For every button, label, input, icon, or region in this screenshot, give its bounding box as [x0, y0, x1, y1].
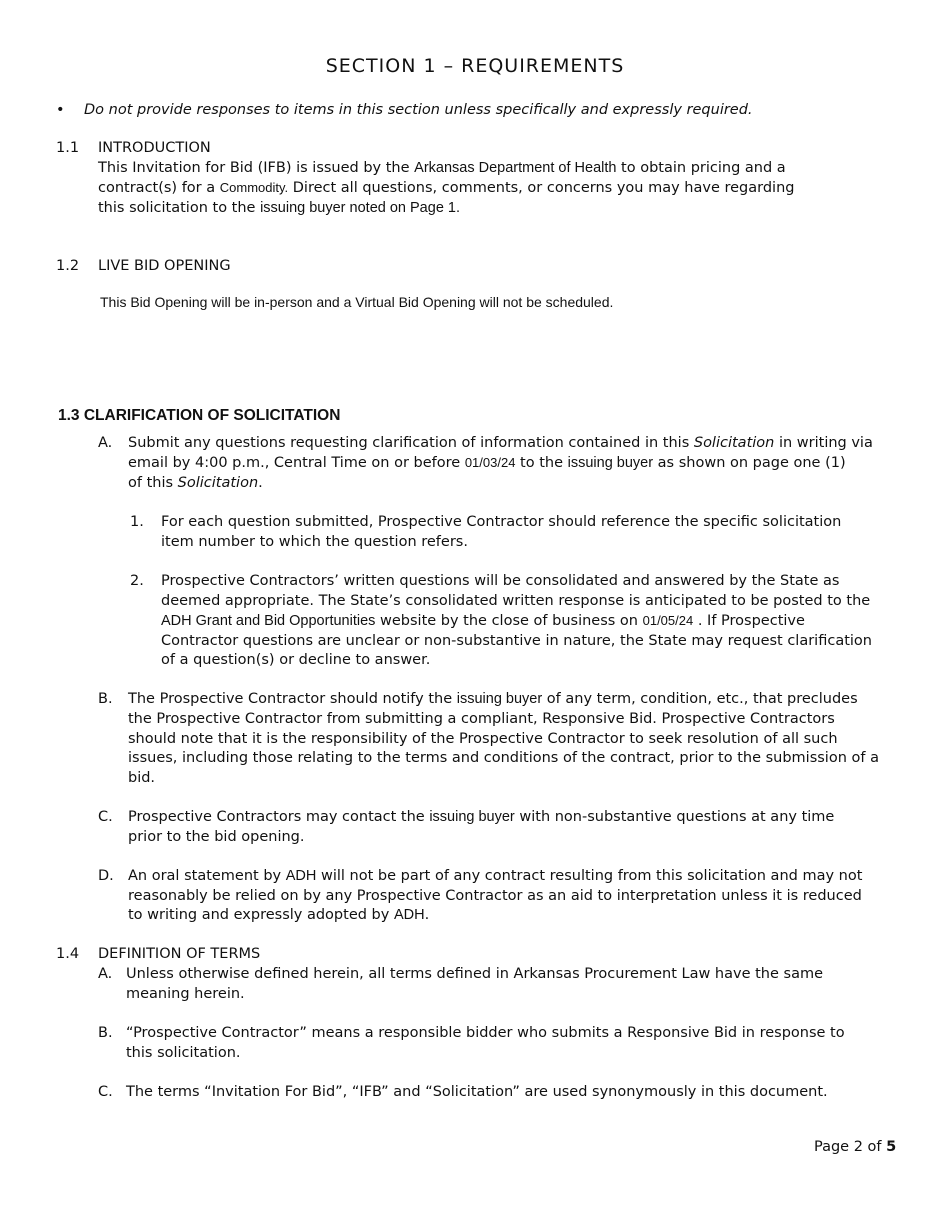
- item-a-line-2: [128, 453, 846, 473]
- item-2-line-3: [161, 611, 805, 631]
- def-b-letter: B.: [98, 1025, 113, 1041]
- item-a-letter: A.: [98, 435, 113, 451]
- def-b-line-1: “Prospective Contractor” means a responsible bidder who submits a Responsive Bid in response to: [126, 1025, 845, 1041]
- bid-opening-text: This Bid Opening will be in-person and a Virtual Bid Opening will not be scheduled.: [100, 294, 614, 310]
- section-1-1-heading: INTRODUCTION: [98, 140, 211, 156]
- def-c-line-1: The terms “Invitation For Bid”, “IFB” and “Solicitation” are used synonymously in this document.: [126, 1084, 828, 1100]
- def-c-letter: C.: [98, 1084, 113, 1100]
- item-text: Submit any questions requesting clarification of information contained in this: [128, 435, 694, 451]
- section-1-2-heading: LIVE BID OPENING: [98, 258, 231, 274]
- item-d-line-3: [128, 905, 429, 925]
- item-b-line-5: bid.: [128, 770, 156, 786]
- item-1-line-1: For each question submitted, Prospective Contractor should reference the specific solicitation: [161, 514, 842, 530]
- bullet-icon: •: [56, 102, 65, 118]
- item-a-line-3: [128, 473, 263, 493]
- item-1-number: 1.: [130, 514, 144, 530]
- agency-abbreviation: ADH: [393, 907, 425, 923]
- def-a-letter: A.: [98, 966, 113, 982]
- item-text: to writing and expressly adopted by: [128, 907, 394, 923]
- item-b-line-2: the Prospective Contractor from submitting a compliant, Responsive Bid. Prospective Contractors: [128, 711, 835, 727]
- adh-grant-opportunities-link: ADH Grant and Bid Opportunities: [161, 613, 376, 629]
- item-text: An oral statement by: [128, 868, 286, 884]
- intro-text: this solicitation to the: [98, 200, 261, 216]
- item-c-line-2: prior to the bid opening.: [128, 829, 305, 845]
- section-title: SECTION 1 – REQUIREMENTS: [325, 55, 625, 77]
- issuing-buyer-text: issuing buyer: [567, 455, 654, 471]
- item-d-line-2: reasonably be relied on by any Prospective Contractor as an aid to interpretation unless it is reduced: [128, 888, 862, 904]
- item-d-letter: D.: [98, 868, 114, 884]
- item-text: of this: [128, 475, 178, 491]
- section-1-2-number: 1.2: [56, 258, 80, 274]
- section-1-4-heading: DEFINITION OF TERMS: [98, 946, 261, 962]
- item-text: of any term, condition, etc., that precludes: [542, 691, 858, 707]
- item-2-line-2: deemed appropriate. The State’s consolidated written response is anticipated to be posted to the: [161, 593, 871, 609]
- item-2-number: 2.: [130, 573, 144, 589]
- issuing-buyer-text: issuing buyer: [456, 691, 543, 707]
- item-2-line-5: of a question(s) or decline to answer.: [161, 652, 431, 668]
- commodity-type: Commodity.: [219, 180, 289, 195]
- item-1-line-2: item number to which the question refers.: [161, 534, 468, 550]
- page-number-prefix: Page 2 of: [814, 1139, 887, 1155]
- item-b-line-4: issues, including those relating to the terms and conditions of the contract, prior to the submission of a: [128, 750, 879, 766]
- item-text: as shown on page one (1): [653, 455, 846, 471]
- solicitation-term: Solicitation: [177, 475, 259, 491]
- item-text: Prospective Contractors may contact the: [128, 809, 430, 825]
- item-2-line-1: Prospective Contractors’ written questions will be consolidated and answered by the State as: [161, 573, 840, 589]
- item-text: in writing via: [774, 435, 873, 451]
- item-text: .: [258, 475, 263, 491]
- item-text: email by 4:00 p.m., Central Time on or before: [128, 455, 465, 471]
- page-total: 5: [886, 1139, 897, 1155]
- item-text: with non-substantive questions at any time: [514, 809, 835, 825]
- page-number: [814, 1137, 896, 1157]
- item-a-line-1: [128, 433, 873, 453]
- intro-text: This Invitation for Bid (IFB) is issued by the: [98, 160, 415, 176]
- section-1-3-heading: 1.3 CLARIFICATION OF SOLICITATION: [58, 407, 341, 424]
- item-b-line-1: [128, 689, 858, 709]
- item-b-line-3: should note that it is the responsibility of the Prospective Contractor to seek resolution of all such: [128, 731, 838, 747]
- section-1-1-number: 1.1: [56, 140, 80, 156]
- item-c-line-1: [128, 807, 834, 827]
- def-b-line-2: this solicitation.: [126, 1045, 241, 1061]
- solicitation-term: Solicitation: [693, 435, 775, 451]
- issuing-buyer-text: issuing buyer: [429, 809, 515, 825]
- section-1-4-number: 1.4: [56, 946, 80, 962]
- item-text: . If Prospective: [693, 613, 805, 629]
- intro-line-3: [98, 198, 460, 218]
- item-b-letter: B.: [98, 691, 113, 707]
- item-text: to the: [515, 455, 568, 471]
- intro-text: contract(s) for a: [98, 180, 220, 196]
- buyer-reference: issuing buyer noted on Page 1.: [260, 200, 460, 216]
- section-note: Do not provide responses to items in this section unless specifically and expressly required.: [84, 102, 753, 118]
- intro-line-1: [98, 158, 786, 178]
- question-deadline-date: 01/03/24: [464, 455, 516, 470]
- item-text: The Prospective Contractor should notify the: [128, 691, 457, 707]
- item-text: will not be part of any contract resulting from this solicitation and may not: [316, 868, 863, 884]
- item-text: .: [424, 907, 430, 923]
- intro-line-2: [98, 178, 794, 198]
- intro-text: to obtain pricing and a: [616, 160, 786, 176]
- def-a-line-1: Unless otherwise defined herein, all terms defined in Arkansas Procurement Law have the same: [126, 966, 823, 982]
- agency-name: Arkansas Department of Health: [414, 160, 617, 176]
- item-c-letter: C.: [98, 809, 113, 825]
- response-posting-date: 01/05/24: [642, 613, 694, 628]
- def-a-line-2: meaning herein.: [126, 986, 245, 1002]
- item-text: website by the close of business on: [375, 613, 643, 629]
- item-2-line-4: Contractor questions are unclear or non-substantive in nature, the State may request clarification: [161, 633, 872, 649]
- item-d-line-1: [128, 866, 862, 886]
- intro-text: Direct all questions, comments, or concerns you may have regarding: [288, 180, 795, 196]
- agency-abbreviation: ADH: [285, 868, 317, 884]
